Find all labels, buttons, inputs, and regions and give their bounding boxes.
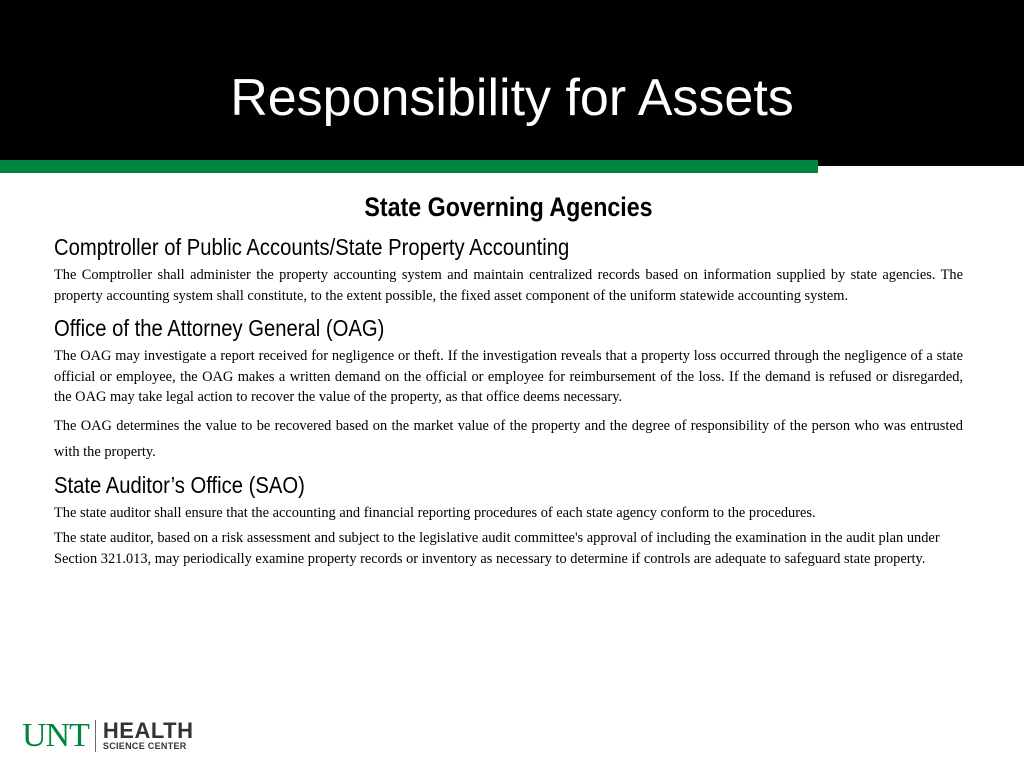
logo-divider xyxy=(95,720,96,752)
section-heading-sao: State Auditor’s Office (SAO) xyxy=(54,471,305,498)
paragraph-oag-investigation: The OAG may investigate a report received for negligence or theft. If the investigation reveals that a property loss occurred through the negligence of a state official or employee, the OAG makes a written demand on the official or employee for reimbursement of the loss. If the demand is refused or disregarded, the OAG may take legal action to recover the value of the property, as that office deems necessary. xyxy=(54,348,963,405)
accent-bar xyxy=(0,160,818,173)
unt-health-logo xyxy=(22,716,193,756)
logo-unt-text: UNT xyxy=(22,717,89,754)
slide-title: Responsibility for Assets xyxy=(230,69,794,127)
logo-health-text: HEALTH xyxy=(102,717,194,743)
paragraph-sao-examination: The state auditor, based on a risk assessment and subject to the legislative audit committee's approval of including the examination in the audit plan under Section 321.013, may periodically examine property records or inventory as necessary to determine if controls are adequate to safeguard state property. xyxy=(54,530,940,567)
title-banner xyxy=(0,0,1024,166)
section-heading-comptroller: Comptroller of Public Accounts/State Property Accounting xyxy=(54,234,570,260)
paragraph-comptroller: The Comptroller shall administer the property accounting system and maintain centralized records based on information supplied by state agencies. The property accounting system shall constitute, to the extent possible, the fixed asset component of the uniform statewide accounting system. xyxy=(54,267,963,304)
slide-subtitle: State Governing Agencies xyxy=(364,192,653,222)
logo-science-center-text: SCIENCE CENTER xyxy=(102,740,187,751)
section-heading-oag: Office of the Attorney General (OAG) xyxy=(54,315,385,341)
paragraph-sao-procedures: The state auditor shall ensure that the accounting and financial reporting procedures of each state agency conform to the procedures. xyxy=(54,504,816,521)
slide-body xyxy=(54,188,963,574)
paragraph-oag-value: The OAG determines the value to be recovered based on the market value of the property and the degree of responsibility of the person who was entrusted with the property. xyxy=(54,417,963,460)
